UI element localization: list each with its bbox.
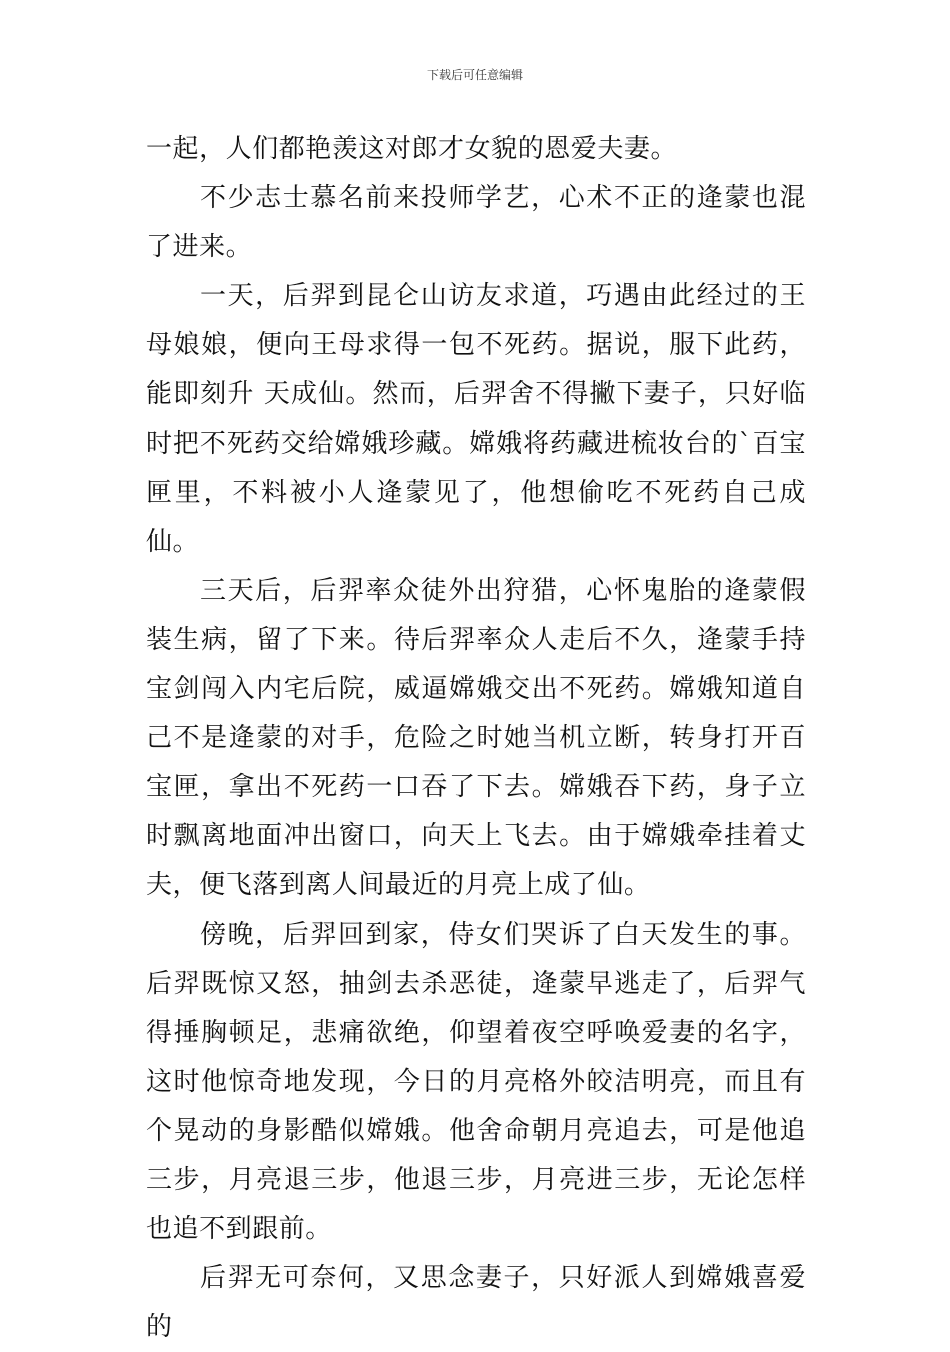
paragraph-6: 后羿无可奈何，又思念妻子，只好派人到嫦娥喜爱的 <box>146 1263 806 1343</box>
paragraph-1: 一起，人们都艳羡这对郎才女貌的恩爱夫妻。 <box>146 134 678 164</box>
paragraph-4: 三天后，后羿率众徒外出狩猎，心怀鬼胎的逄蒙假装生病，留了下来。待后羿率众人走后不久，逄蒙手持宝剑闯入内宅后院，威逼嫦娥交出不死药。嫦娥知道自己不是逄蒙的对手，危险之时她当机立断，转身打开百宝匣，拿出不死药一口吞了下去。嫦娥吞下药，身子立时飘离地面冲出窗口，向天上飞去。由于嫦娥牵挂着丈夫，便飞落到离人间最近的月亮上成了仙。 <box>146 575 806 901</box>
paragraph-3: 一天，后羿到昆仑山访友求道，巧遇由此经过的王母娘娘，便向王母求得一包不死药。据说，服下此药，能即刻升 天成仙。然而，后羿舍不得撇下妻子，只好临时把不死药交给嫦娥珍藏。嫦娥将药藏进梳妆台的`百宝匣里，不料被小人逄蒙见了，他想偷吃不死药自己成仙。 <box>146 281 806 557</box>
paragraph-2: 不少志士慕名前来投师学艺，心术不正的逄蒙也混了进来。 <box>146 183 806 263</box>
page-header: 下载后可任意编辑 <box>426 68 523 82</box>
document-body <box>146 125 806 1352</box>
paragraph-5: 傍晚，后羿回到家，侍女们哭诉了白天发生的事。后羿既惊又怒，抽剑去杀恶徒，逄蒙早逃走了，后羿气得捶胸顿足，悲痛欲绝，仰望着夜空呼唤爱妻的名字，这时他惊奇地发现，今日的月亮格外皎洁明亮，而且有个晃动的身影酷似嫦娥。他舍命朝月亮追去，可是他追三步，月亮退三步，他退三步，月亮进三步，无论怎样也追不到跟前。 <box>146 919 806 1245</box>
